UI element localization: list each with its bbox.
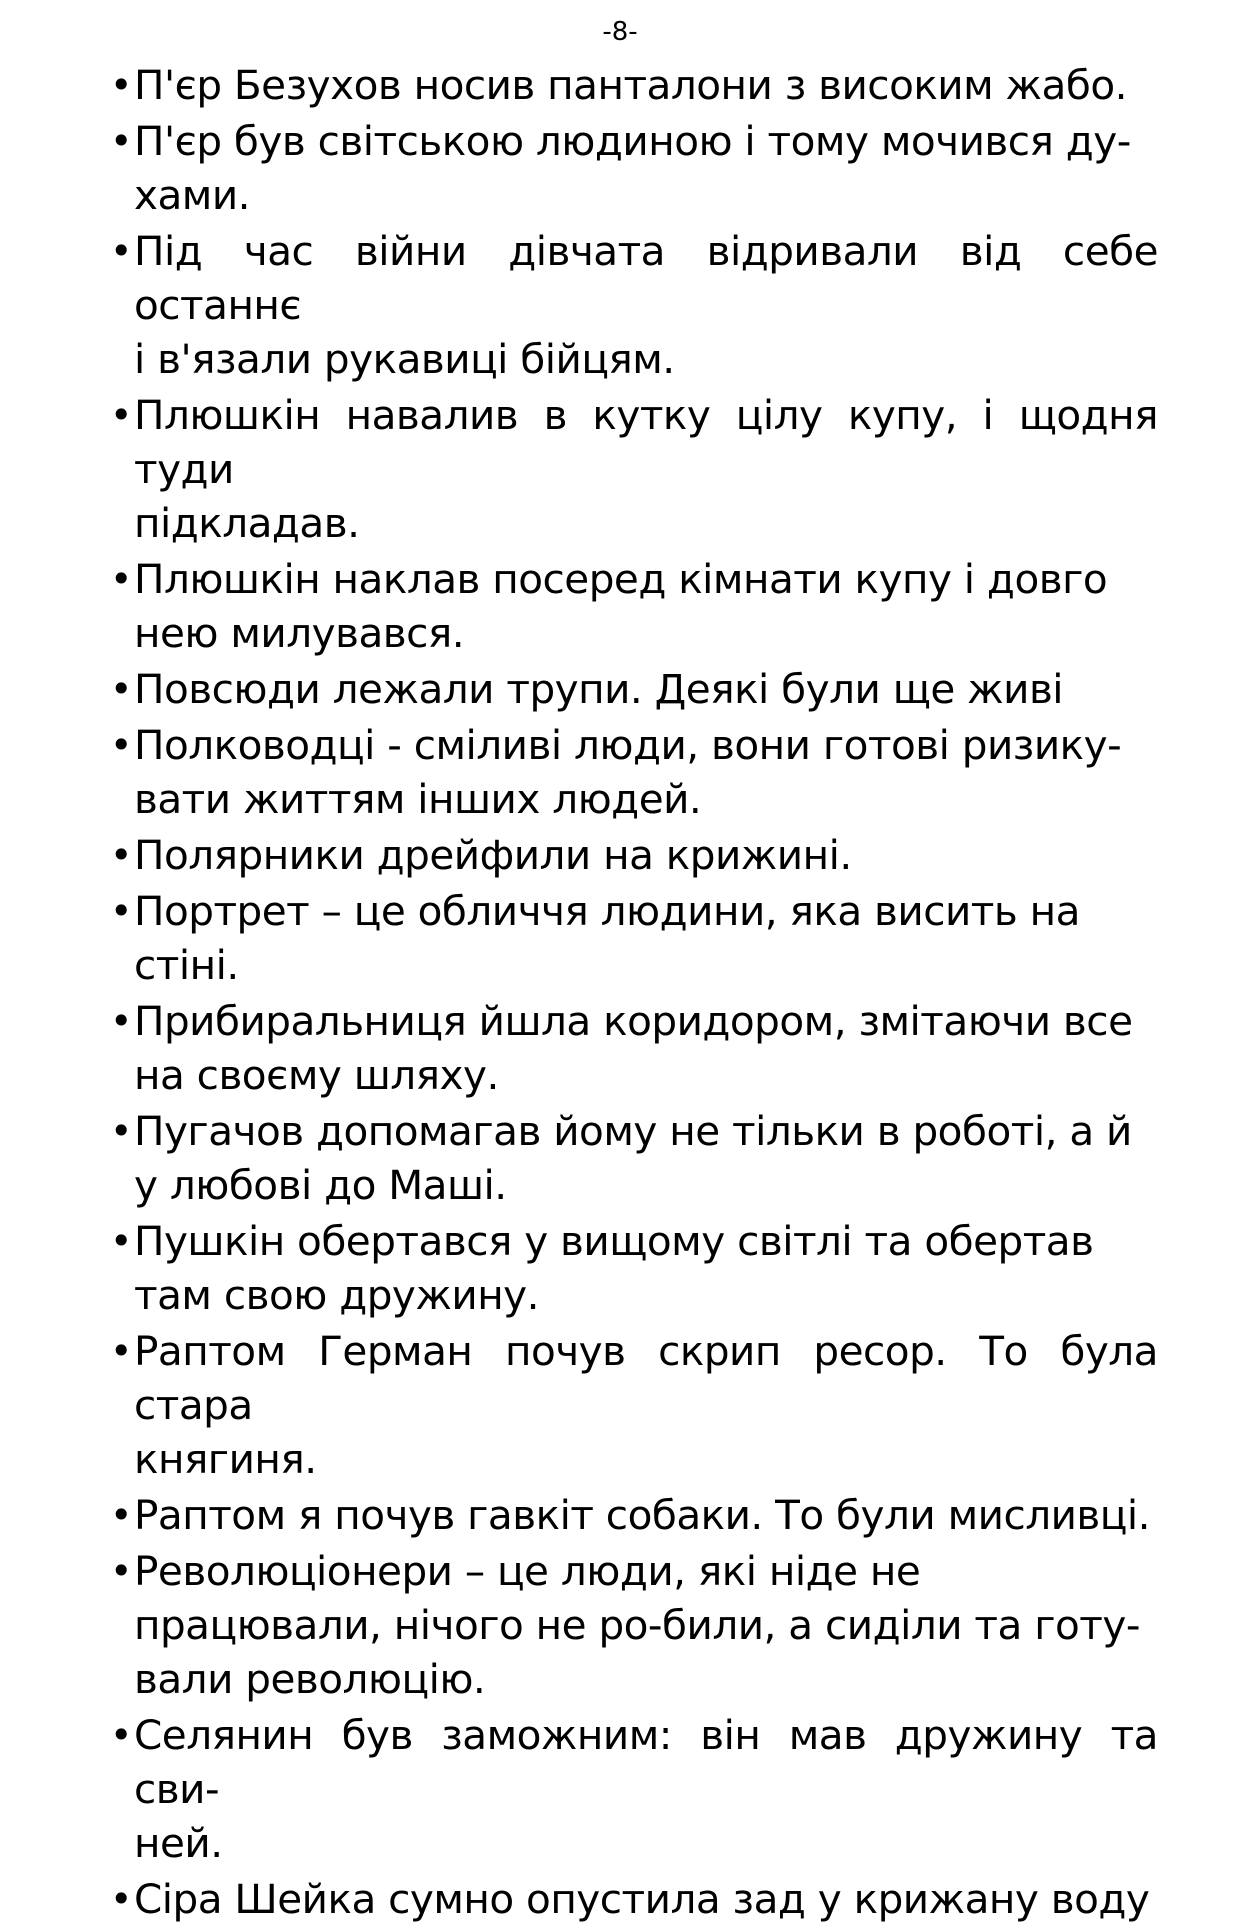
list-item-text: П'єр Безухов носив панталони з високим жабо. xyxy=(134,61,1127,109)
list-item-text: Плюшкін навалив в кутку цілу купу, і щодня туди підкладав. xyxy=(134,391,1158,547)
list-item-text: Пугачов допомагав йому не тільки в роботі, а й у любові до Маші. xyxy=(134,1107,1132,1209)
list-item xyxy=(110,1214,1158,1322)
list-item-text: Пушкін обертався у вищому світлі та обертав там свою дружину. xyxy=(134,1217,1094,1319)
bullet-list xyxy=(110,58,1158,1928)
list-item xyxy=(110,718,1158,826)
bullet-icon: • xyxy=(110,1329,133,1373)
bullet-icon: • xyxy=(110,999,133,1043)
list-item xyxy=(110,1708,1158,1870)
bullet-icon: • xyxy=(110,229,133,273)
list-item xyxy=(110,1544,1158,1706)
list-item xyxy=(110,828,1158,882)
list-item-text: Раптом я почув гавкіт собаки. То були мисливці. xyxy=(134,1491,1150,1539)
page-number: -8- xyxy=(602,17,638,47)
bullet-icon: • xyxy=(110,889,133,933)
list-item xyxy=(110,994,1158,1102)
list-item-text: Полярники дрейфили на крижині. xyxy=(134,831,852,879)
bullet-icon: • xyxy=(110,1713,133,1757)
list-item xyxy=(110,114,1158,222)
list-item-text: Плюшкін наклав посеред кімнати купу і довго нею милувався. xyxy=(134,555,1108,657)
bullet-icon: • xyxy=(110,557,133,601)
list-item xyxy=(110,224,1158,386)
list-item-text: Революціонери – це люди, які ніде не працювали, нічого не ро-били, а сиділи та готу- вали революцію. xyxy=(134,1547,1140,1703)
list-item-text: Під час війни дівчата відривали від себе останнє і в'язали рукавиці бійцям. xyxy=(134,227,1158,383)
list-item xyxy=(110,1872,1158,1926)
list-item-text: Повсюди лежали трупи. Деякі були ще живі xyxy=(134,665,1064,713)
bullet-icon: • xyxy=(110,1877,133,1921)
list-item-text: Полководці - сміливі люди, вони готові ризику- вати життям інших людей. xyxy=(134,721,1122,823)
list-item-text: Раптом Герман почув скрип ресор. То була стара княгиня. xyxy=(134,1327,1158,1483)
list-item xyxy=(110,552,1158,660)
list-item-text: Прибиральниця йшла коридором, змітаючи все на своєму шляху. xyxy=(134,997,1133,1099)
list-item xyxy=(110,662,1158,716)
bullet-icon: • xyxy=(110,1219,133,1263)
list-item xyxy=(110,1488,1158,1542)
list-item-text: Сіра Шейка сумно опустила зад у крижану воду xyxy=(134,1875,1150,1923)
bullet-icon: • xyxy=(110,833,133,877)
list-item-text: Портрет – це обличчя людини, яка висить на стіні. xyxy=(134,887,1080,989)
bullet-icon: • xyxy=(110,723,133,767)
list-item xyxy=(110,1324,1158,1486)
bullet-icon: • xyxy=(110,1549,133,1593)
list-item xyxy=(110,388,1158,550)
list-item xyxy=(110,58,1158,112)
list-item xyxy=(110,1104,1158,1212)
bullet-icon: • xyxy=(110,119,133,163)
list-item-text: Селянин був заможним: він мав дружину та сви- ней. xyxy=(134,1711,1158,1867)
list-item xyxy=(110,884,1158,992)
bullet-icon: • xyxy=(110,1493,133,1537)
bullet-icon: • xyxy=(110,63,133,107)
bullet-icon: • xyxy=(110,393,133,437)
list-item-text: П'єр був світською людиною і тому мочився ду- хами. xyxy=(134,117,1131,219)
bullet-icon: • xyxy=(110,667,133,711)
bullet-icon: • xyxy=(110,1109,133,1153)
